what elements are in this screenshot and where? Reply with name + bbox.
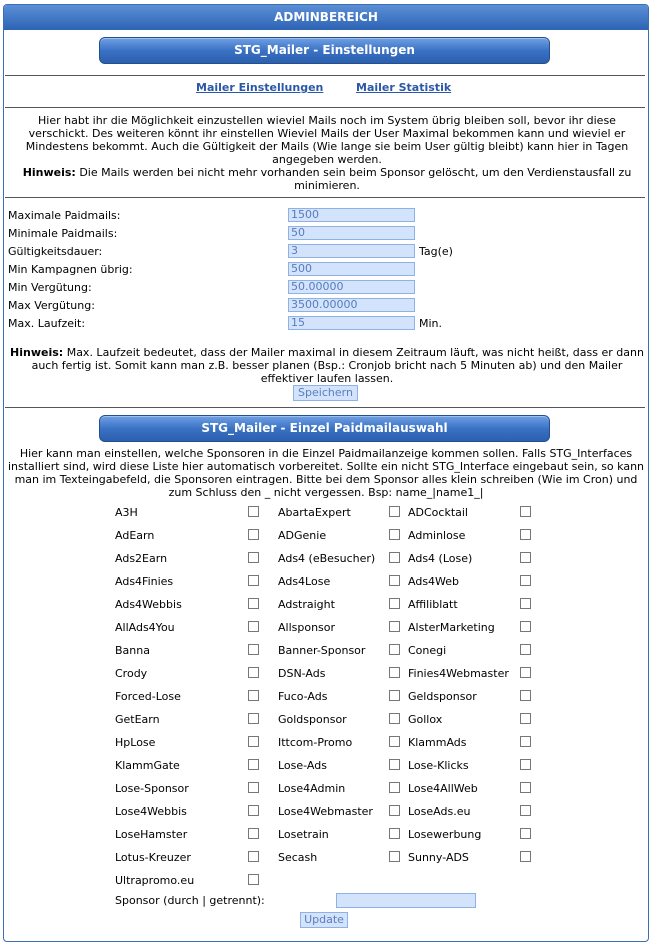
sponsor-item xyxy=(408,551,534,567)
sponsor-name: AbartaExpert xyxy=(278,506,351,519)
sponsor-name: Forced-Lose xyxy=(115,690,181,703)
sponsor-name: Finies4Webmaster xyxy=(408,667,509,680)
sponsor-item xyxy=(278,528,403,544)
sponsor-item xyxy=(408,735,534,751)
sponsor-item xyxy=(115,827,262,843)
sponsor-name: Banner-Sponsor xyxy=(278,644,366,657)
sponsor-checkbox[interactable] xyxy=(248,575,259,586)
settings-intro xyxy=(8,114,646,192)
divider xyxy=(5,107,645,108)
sponsor-checkbox[interactable] xyxy=(389,782,400,793)
sponsor-item xyxy=(408,666,534,682)
sponsor-name: Lose-Sponsor xyxy=(115,782,189,795)
sponsor-name: LoseHamster xyxy=(115,828,188,841)
sponsor-checkbox[interactable] xyxy=(520,713,531,724)
sponsor-field-label-text: Sponsor (durch | getrennt): xyxy=(115,894,265,907)
sponsor-checkbox[interactable] xyxy=(520,759,531,770)
sponsor-checkbox[interactable] xyxy=(389,621,400,632)
sponsor-item xyxy=(115,505,262,521)
sponsor-item xyxy=(115,781,262,797)
sponsor-checkbox[interactable] xyxy=(520,621,531,632)
sponsor-checkbox[interactable] xyxy=(520,644,531,655)
sponsor-checkbox[interactable] xyxy=(389,598,400,609)
sponsor-checkbox[interactable] xyxy=(248,529,259,540)
sponsor-name: KlammGate xyxy=(115,759,180,772)
divider xyxy=(5,407,645,408)
sponsor-item xyxy=(278,551,403,567)
sponsor-checkbox[interactable] xyxy=(248,552,259,563)
sponsor-name: Ads2Earn xyxy=(115,552,168,565)
sponsor-name: Lotus-Kreuzer xyxy=(115,851,191,864)
sponsor-name: Conegi xyxy=(408,644,447,657)
sponsor-name: HpLose xyxy=(115,736,156,749)
sponsor-item xyxy=(278,827,403,843)
sponsor-name: Ads4Webbis xyxy=(115,598,182,611)
sponsor-checkbox[interactable] xyxy=(248,736,259,747)
form-row-input[interactable]: 3 xyxy=(288,244,415,258)
sponsor-name: Ittcom-Promo xyxy=(278,736,353,749)
form-row-unit: Tag(e) xyxy=(419,245,453,258)
sponsor-checkbox[interactable] xyxy=(520,782,531,793)
divider xyxy=(5,197,645,198)
sponsor-checkbox[interactable] xyxy=(520,690,531,701)
sponsor-checkbox[interactable] xyxy=(520,805,531,816)
sponsor-checkbox[interactable] xyxy=(520,828,531,839)
intro-text: Hier habt ihr die Möglichkeit einzustellen wieviel Mails noch im System übrig bleiben soll, bevor ihr diese verschickt. Des weiteren könnt ihr einstellen Wieviel Mails der User Maximal bekommen kann und wieviel er Mindestens bekommt. Auch die Gültigkeit der Mails (Wie lange sie beim User gültig bleibt) kann hier in Tagen angegeben werden. xyxy=(25,114,629,166)
sponsor-item xyxy=(408,643,534,659)
sponsor-name: Ads4Finies xyxy=(115,575,174,588)
sponsor-checkbox[interactable] xyxy=(520,506,531,517)
sponsor-item xyxy=(278,781,403,797)
sponsor-item xyxy=(115,735,262,751)
sponsor-name: AdEarn xyxy=(115,529,155,542)
sponsor-name: Geldsponsor xyxy=(408,690,477,703)
sponsor-item xyxy=(115,551,262,567)
sponsor-item xyxy=(115,850,262,866)
sponsor-item xyxy=(278,643,403,659)
sponsor-item xyxy=(278,620,403,636)
sponsor-item xyxy=(115,528,262,544)
form-row-label: Min Kampagnen übrig: xyxy=(8,263,133,276)
sponsor-checkbox[interactable] xyxy=(248,713,259,724)
sponsor-item xyxy=(115,643,262,659)
sponsor-item xyxy=(278,689,403,705)
runtime-hint-text: Max. Laufzeit bedeutet, dass der Mailer maximal in diesem Zeitraum läuft, was nicht heißt, dass er dann auch fertig ist. Somit kann man z.B. besser planen (Bsp.: Cronjob bricht nach 5 Minuten ab) und den Mailer effektiver laufen lassen. xyxy=(31,346,644,385)
sponsor-name: KlammAds xyxy=(408,736,467,749)
form-row-label: Min Vergütung: xyxy=(8,281,92,294)
sponsor-item xyxy=(408,574,534,590)
sponsor-item xyxy=(408,505,534,521)
sponsor-name: GetEarn xyxy=(115,713,160,726)
sponsor-item xyxy=(115,620,262,636)
sponsor-name: ADGenie xyxy=(278,529,327,542)
form-row-input[interactable]: 50 xyxy=(288,226,415,240)
sponsor-checkbox[interactable] xyxy=(248,506,259,517)
sponsor-item xyxy=(278,574,403,590)
divider xyxy=(5,75,645,76)
sponsor-name: Lose-Klicks xyxy=(408,759,469,772)
sponsor-checkbox[interactable] xyxy=(389,805,400,816)
sponsor-input[interactable] xyxy=(336,893,476,908)
sponsor-name: Adstraight xyxy=(278,598,335,611)
form-row-unit: Min. xyxy=(419,317,443,330)
sponsor-item xyxy=(408,620,534,636)
sponsor-checkbox[interactable] xyxy=(520,575,531,586)
sponsor-item xyxy=(278,505,403,521)
sponsor-name: A3H xyxy=(115,506,138,519)
sponsor-item xyxy=(278,597,403,613)
sponsor-checkbox[interactable] xyxy=(248,759,259,770)
sponsor-checkbox[interactable] xyxy=(389,529,400,540)
sponsor-item xyxy=(278,735,403,751)
sponsor-name: AllAds4You xyxy=(115,621,175,634)
form-row-input[interactable]: 3500.00000 xyxy=(288,298,415,312)
sponsor-checkbox[interactable] xyxy=(520,667,531,678)
form-row-input[interactable]: 15 xyxy=(288,316,415,330)
form-row-label: Gültigkeitsdauer: xyxy=(8,245,103,258)
sponsor-name: Banna xyxy=(115,644,150,657)
sponsor-item xyxy=(408,781,534,797)
sponsor-item xyxy=(408,850,534,866)
sponsor-name: Losewerbung xyxy=(408,828,482,841)
sponsor-item xyxy=(408,804,534,820)
form-row-label: Max. Laufzeit: xyxy=(8,317,86,330)
sponsor-name: Sunny-ADS xyxy=(408,851,469,864)
form-row-input[interactable]: 50.00000 xyxy=(288,280,415,294)
sponsor-item xyxy=(278,758,403,774)
nav-mailer-stats-link[interactable]: Mailer Statistik xyxy=(356,81,452,94)
sponsor-checkbox[interactable] xyxy=(389,667,400,678)
section-title-settings: STG_Mailer - Einstellungen xyxy=(99,37,550,64)
sponsor-item xyxy=(115,712,262,728)
sponsor-name: Secash xyxy=(278,851,318,864)
sponsor-checkbox[interactable] xyxy=(389,552,400,563)
sponsor-item xyxy=(278,804,403,820)
sponsor-item xyxy=(408,597,534,613)
sponsor-item xyxy=(408,712,534,728)
sponsor-item xyxy=(278,712,403,728)
nav-mailer-settings-link[interactable]: Mailer Einstellungen xyxy=(196,81,324,94)
runtime-hint-label: Hinweis: xyxy=(10,346,64,359)
sponsor-intro: Hier kann man einstellen, welche Sponsoren in die Einzel Paidmailanzeige kommen sollen. Falls STG_Interfaces installiert sind, wird diese Liste hier automatisch vorbereitet. Sollte ein nicht STG_Interface eingebaut sein, so kann man im Texteingabefeld, die Sponsoren eintragen. Bitte bei dem Sponsor alles klein schreiben (Wie im Cron) und zum Schluss den _ nicht vergessen. Bsp: name_|name1_| xyxy=(7,447,645,499)
sponsor-checkbox[interactable] xyxy=(520,736,531,747)
sponsor-item xyxy=(408,689,534,705)
sponsor-name: Ads4Web xyxy=(408,575,460,588)
sponsor-item xyxy=(115,689,262,705)
sponsor-name: Lose-Ads xyxy=(278,759,327,772)
save-button[interactable]: Speichern xyxy=(293,385,358,401)
sponsor-checkbox[interactable] xyxy=(248,782,259,793)
sponsor-checkbox[interactable] xyxy=(248,598,259,609)
sponsor-item xyxy=(115,804,262,820)
sponsor-name: Crody xyxy=(115,667,148,680)
sponsor-name: Lose4Admin xyxy=(278,782,346,795)
runtime-hint xyxy=(8,346,646,385)
update-button[interactable]: Update xyxy=(300,912,348,928)
sponsor-checkbox[interactable] xyxy=(389,644,400,655)
sponsor-name: Ads4 (Lose) xyxy=(408,552,473,565)
sponsor-name: Allsponsor xyxy=(278,621,336,634)
sponsor-checkbox[interactable] xyxy=(389,690,400,701)
sponsor-checkbox[interactable] xyxy=(389,713,400,724)
sponsor-checkbox[interactable] xyxy=(248,874,259,885)
form-row-label: Max Vergütung: xyxy=(8,299,95,312)
sponsor-item xyxy=(115,873,262,889)
section-title-single-paidmail: STG_Mailer - Einzel Paidmailauswahl xyxy=(99,415,550,442)
sponsor-checkbox[interactable] xyxy=(389,736,400,747)
sponsor-checkbox[interactable] xyxy=(248,644,259,655)
sponsor-item xyxy=(408,528,534,544)
sponsor-name: Losetrain xyxy=(278,828,329,841)
sponsor-item xyxy=(115,597,262,613)
sponsor-checkbox[interactable] xyxy=(520,529,531,540)
sponsor-item xyxy=(278,850,403,866)
sponsor-name: Lose4Webmaster xyxy=(278,805,373,818)
sponsor-item xyxy=(115,758,262,774)
sponsor-name: Ultrapromo.eu xyxy=(115,874,195,887)
sponsor-name: Goldsponsor xyxy=(278,713,347,726)
sponsor-name: AlsterMarketing xyxy=(408,621,495,634)
admin-header: ADMINBEREICH xyxy=(4,5,648,30)
sponsor-name: Affiliblatt xyxy=(408,598,458,611)
sponsor-name: DSN-Ads xyxy=(278,667,326,680)
sponsor-name: Fuco-Ads xyxy=(278,690,328,703)
sponsor-name: Adminlose xyxy=(408,529,466,542)
form-row-input[interactable]: 1500 xyxy=(288,208,415,222)
sponsor-name: Lose4Webbis xyxy=(115,805,187,818)
sponsor-checkbox[interactable] xyxy=(389,828,400,839)
sponsor-item xyxy=(408,758,534,774)
sponsor-name: LoseAds.eu xyxy=(408,805,471,818)
sponsor-checkbox[interactable] xyxy=(389,506,400,517)
intro-hint-text: Die Mails werden bei nicht mehr vorhanden sein beim Sponsor gelöscht, um den Verdienstausfall zu minimieren. xyxy=(75,166,632,192)
sponsor-name: ADCocktail xyxy=(408,506,468,519)
sponsor-name: Ads4Lose xyxy=(278,575,331,588)
sponsor-checkbox[interactable] xyxy=(248,621,259,632)
sponsor-checkbox[interactable] xyxy=(248,667,259,678)
sponsor-name: Lose4AllWeb xyxy=(408,782,478,795)
sponsor-item xyxy=(278,666,403,682)
sponsor-name: Ads4 (eBesucher) xyxy=(278,552,376,565)
form-row-input[interactable]: 500 xyxy=(288,262,415,276)
sponsor-item xyxy=(115,666,262,682)
sponsor-checkbox[interactable] xyxy=(248,851,259,862)
sponsor-checkbox[interactable] xyxy=(248,828,259,839)
sponsor-checkbox[interactable] xyxy=(389,851,400,862)
sponsor-checkbox[interactable] xyxy=(520,851,531,862)
intro-hint-label: Hinweis: xyxy=(22,166,76,179)
form-row-label: Maximale Paidmails: xyxy=(8,209,121,222)
sponsor-checkbox[interactable] xyxy=(520,598,531,609)
sponsor-checkbox[interactable] xyxy=(389,575,400,586)
sponsor-name: Gollox xyxy=(408,713,443,726)
sponsor-checkbox[interactable] xyxy=(248,805,259,816)
sponsor-checkbox[interactable] xyxy=(248,690,259,701)
sponsor-checkbox[interactable] xyxy=(389,759,400,770)
sponsor-item xyxy=(115,574,262,590)
sponsor-item xyxy=(408,827,534,843)
sponsor-checkbox[interactable] xyxy=(520,552,531,563)
form-row-label: Minimale Paidmails: xyxy=(8,227,118,240)
